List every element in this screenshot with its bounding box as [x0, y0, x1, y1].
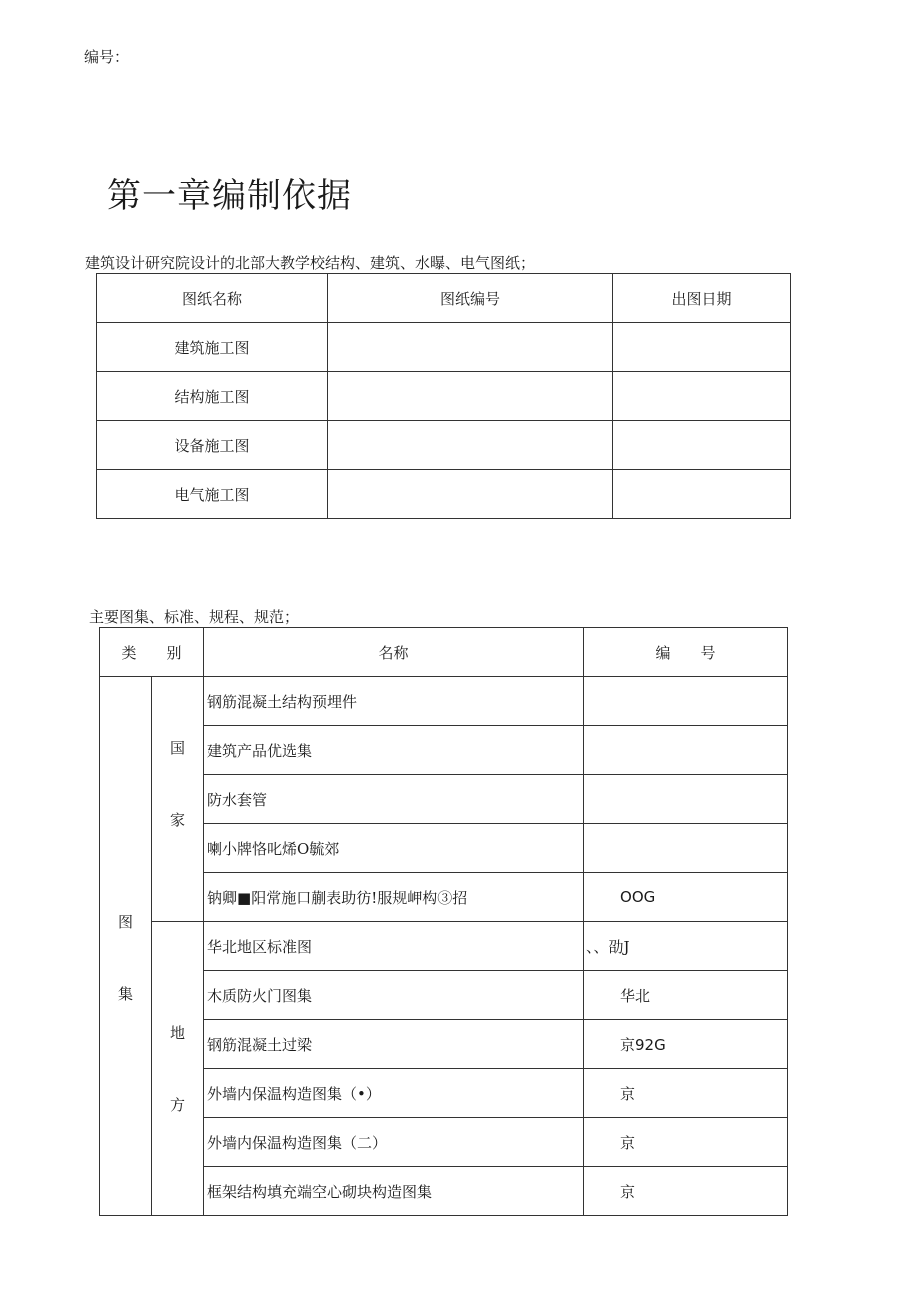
drawing-name-cell: 设备施工图 — [97, 421, 328, 470]
drawing-name-cell: 结构施工图 — [97, 372, 328, 421]
issue-date-cell — [613, 372, 791, 421]
table-header-row — [97, 274, 791, 323]
standard-name-cell: 钠卿■阳常施口蒯表助彷!服规岬构③招 — [204, 873, 584, 922]
standard-name-cell: 木质防火门图集 — [204, 971, 584, 1020]
table-row — [100, 775, 788, 824]
standard-code-cell — [584, 824, 788, 873]
standard-code-cell: 京 — [584, 1118, 788, 1167]
standard-name-cell: 外墙内保温构造图集（•） — [204, 1069, 584, 1118]
drawing-name-cell: 电气施工图 — [97, 470, 328, 519]
table-row — [97, 421, 791, 470]
category-atlas-cell: 图 集 — [100, 677, 152, 1216]
issue-date-cell — [613, 323, 791, 372]
group-national-cell: 国 家 — [152, 677, 204, 922]
table-row — [100, 873, 788, 922]
standard-code-cell — [584, 677, 788, 726]
column-header-issue-date: 出图日期 — [613, 274, 791, 323]
drawing-number-cell — [328, 372, 613, 421]
document-number-label: 编号： — [84, 48, 130, 66]
standard-name-cell: 钢筋混凝土过梁 — [204, 1020, 584, 1069]
table-row — [97, 372, 791, 421]
drawing-number-cell — [328, 421, 613, 470]
standard-name-cell: 框架结构填充端空心砌块构造图集 — [204, 1167, 584, 1216]
drawing-number-cell — [328, 323, 613, 372]
issue-date-cell — [613, 470, 791, 519]
standard-name-cell: 华北地区标准图 — [204, 922, 584, 971]
standard-name-cell: 防水套管 — [204, 775, 584, 824]
standard-code-cell: 京 — [584, 1167, 788, 1216]
table-row — [100, 824, 788, 873]
table-row — [97, 470, 791, 519]
column-header-code: 编 号 — [584, 628, 788, 677]
standard-name-cell: 钢筋混凝土结构预埋件 — [204, 677, 584, 726]
table-header-row — [100, 628, 788, 677]
column-header-category: 类 别 — [100, 628, 204, 677]
table-row — [100, 1020, 788, 1069]
table-row — [100, 971, 788, 1020]
column-header-name: 名称 — [204, 628, 584, 677]
table-row — [100, 1069, 788, 1118]
standard-name-cell: 外墙内保温构造图集（二） — [204, 1118, 584, 1167]
table-row — [100, 677, 788, 726]
column-header-drawing-name: 图纸名称 — [97, 274, 328, 323]
standards-table — [99, 627, 788, 1216]
table-row — [100, 726, 788, 775]
drawing-name-cell: 建筑施工图 — [97, 323, 328, 372]
table-row — [97, 323, 791, 372]
table-row — [100, 1118, 788, 1167]
standard-code-cell — [584, 726, 788, 775]
standard-code-cell: OOG — [584, 873, 788, 922]
standard-name-cell: 建筑产品优选集 — [204, 726, 584, 775]
standard-code-cell: 、、劭J — [584, 922, 788, 971]
standard-code-cell: 华北 — [584, 971, 788, 1020]
standard-code-cell — [584, 775, 788, 824]
standard-code-cell: 京92G — [584, 1020, 788, 1069]
issue-date-cell — [613, 421, 791, 470]
table-row — [100, 922, 788, 971]
chapter-title: 第一章编制依据 — [107, 176, 352, 216]
column-header-drawing-number: 图纸编号 — [328, 274, 613, 323]
group-local-cell: 地 方 — [152, 922, 204, 1216]
standard-code-cell: 京 — [584, 1069, 788, 1118]
standards-intro: 主要图集、标准、规程、规范； — [89, 608, 300, 626]
standard-name-cell: 喇小牌恪叱烯O毓郊 — [204, 824, 584, 873]
table-row — [100, 1167, 788, 1216]
drawings-table — [96, 273, 791, 519]
drawings-intro: 建筑设计研究院设计的北部大教学校结构、建筑、水曝、电气图纸； — [85, 254, 536, 272]
drawing-number-cell — [328, 470, 613, 519]
